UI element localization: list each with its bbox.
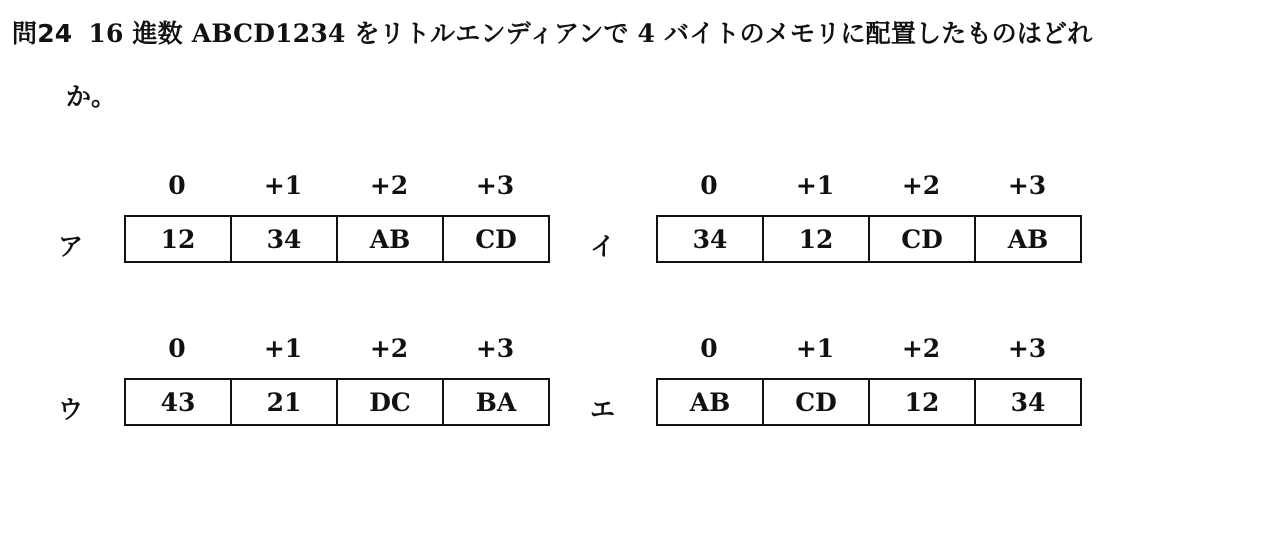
option-label: ア: [58, 232, 84, 261]
offset-label: 0: [168, 334, 186, 363]
offset-label: +1: [263, 334, 303, 363]
memory-cells: [124, 378, 550, 426]
offset-label: 0: [700, 334, 718, 363]
memory-cells: [656, 378, 1082, 426]
offset-label: +3: [1007, 171, 1047, 200]
option-label: イ: [590, 232, 616, 261]
memory-cell: AB: [658, 380, 764, 424]
offset-label: +1: [795, 171, 835, 200]
offset-label: +2: [369, 171, 409, 200]
memory-cell: 12: [764, 217, 870, 261]
memory-cell: CD: [870, 217, 976, 261]
memory-cell: AB: [1007, 224, 1049, 254]
memory-cell: 12: [126, 217, 232, 261]
memory-cells: [656, 215, 1082, 263]
offset-label: +2: [901, 334, 941, 363]
memory-cell: BA: [475, 387, 517, 417]
offset-label: +1: [263, 171, 303, 200]
offset-label: +2: [901, 171, 941, 200]
offset-row: [124, 334, 544, 366]
question-text-line2: か。: [66, 82, 117, 111]
offset-label: +3: [1007, 334, 1047, 363]
memory-cell: 34: [658, 217, 764, 261]
offset-label: +1: [795, 334, 835, 363]
offset-row: [124, 171, 544, 203]
offset-label: +3: [475, 171, 515, 200]
memory-cell: 12: [870, 380, 976, 424]
memory-cell: DC: [338, 380, 444, 424]
memory-cell: 43: [126, 380, 232, 424]
offset-row: [656, 334, 1076, 366]
question-text: 16 進数 ABCD1234 をリトルエンディアンで 4 バイトのメモリに配置したものはどれ: [88, 19, 1093, 48]
offset-label: 0: [700, 171, 718, 200]
option-label: ウ: [58, 395, 84, 424]
memory-cells: [124, 215, 550, 263]
memory-cell: CD: [764, 380, 870, 424]
question-number: 問24: [12, 19, 73, 48]
memory-cell: CD: [475, 224, 517, 254]
question-text-line1: [12, 14, 1092, 50]
option-label: エ: [590, 395, 616, 424]
memory-cell: 21: [232, 380, 338, 424]
offset-label: +2: [369, 334, 409, 363]
memory-cell: 34: [232, 217, 338, 261]
memory-cell: 34: [1010, 387, 1046, 417]
offset-label: +3: [475, 334, 515, 363]
offset-label: 0: [168, 171, 186, 200]
offset-row: [656, 171, 1076, 203]
memory-cell: AB: [338, 217, 444, 261]
